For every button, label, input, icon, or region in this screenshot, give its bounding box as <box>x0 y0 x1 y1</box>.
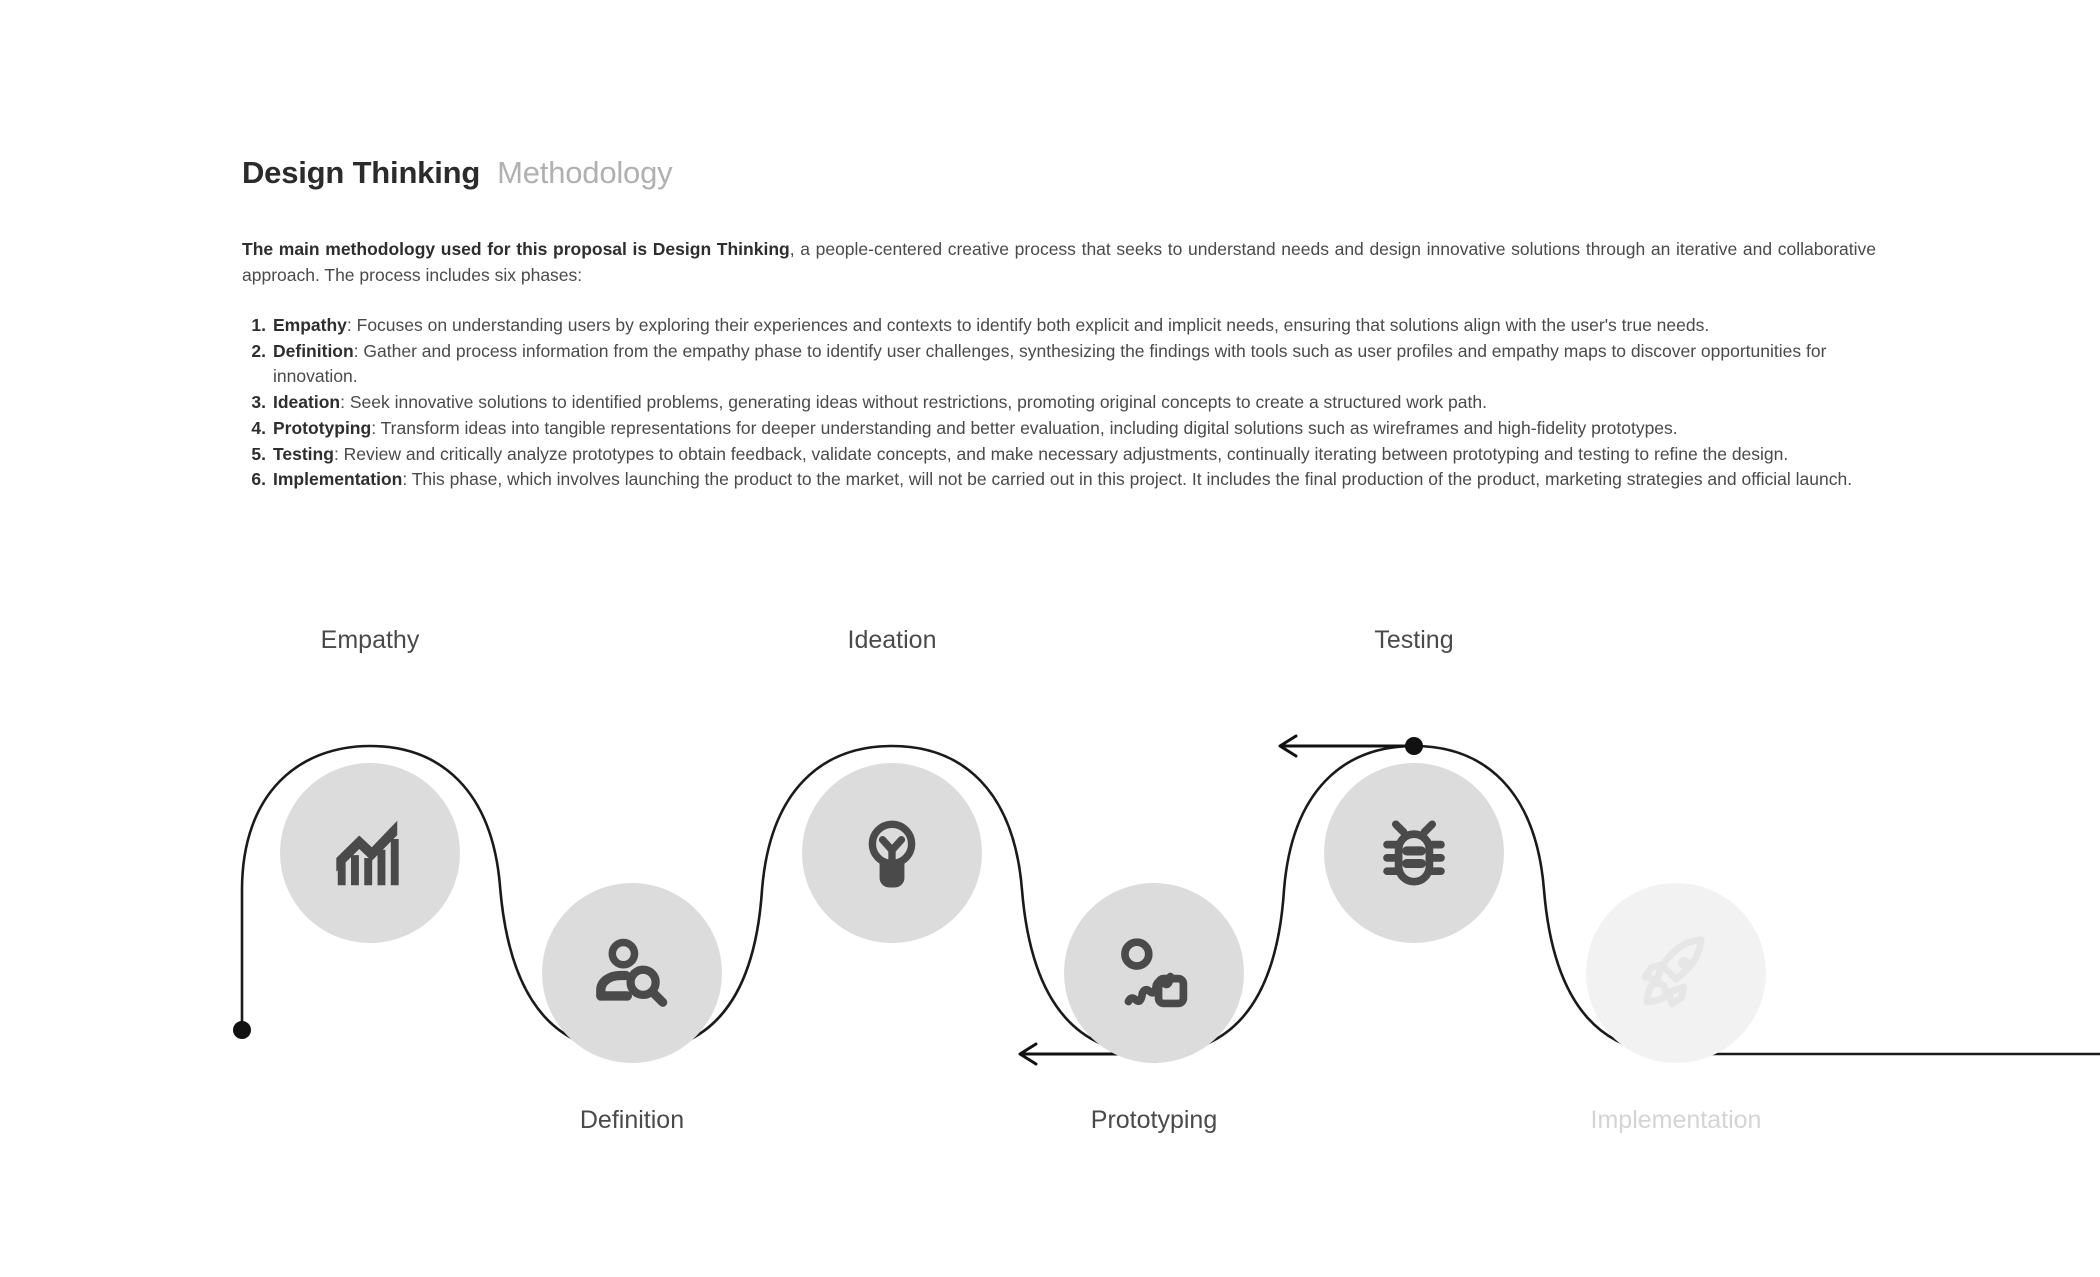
process-diagram <box>0 626 2100 1200</box>
phase-node-definition[interactable] <box>542 883 722 1063</box>
list-item <box>242 390 1876 416</box>
phase-label-definition: Definition <box>579 1106 685 1134</box>
intro-paragraph <box>242 237 1876 288</box>
phase-label-testing: Testing <box>1374 626 1454 654</box>
phase-node-implementation[interactable] <box>1586 883 1766 1063</box>
phase-name: Definition <box>273 340 354 361</box>
list-item <box>242 442 1876 468</box>
person-search-icon <box>589 930 675 1016</box>
phase-name: Ideation <box>273 392 341 413</box>
phase-description: : Seek innovative solutions to identified problems, generating ideas without restrictions, promoting original concepts to create a structured work path. <box>340 392 1487 413</box>
phase-description: : Gather and process information from the empathy phase to identify user challenges, synthesizing the findings with tools such as user profiles and empathy maps to discover opportunities for innovation. <box>273 340 1827 387</box>
phase-name: Testing <box>273 443 334 464</box>
testing-back-arrow <box>1280 736 1414 756</box>
phase-name: Empathy <box>273 315 347 335</box>
title-main: Design Thinking <box>242 155 481 190</box>
phase-node-testing[interactable] <box>1324 763 1504 943</box>
phase-node-empathy[interactable] <box>280 763 460 943</box>
list-item <box>242 416 1876 442</box>
phase-description: : This phase, which involves launching the product to the market, will not be carried out in this project. It includes the final production of the product, marketing strategies and official launch. <box>402 469 1853 490</box>
bar-chart-trend-icon <box>327 810 413 896</box>
phase-label-ideation: Ideation <box>847 626 937 654</box>
path-start-dot <box>233 1021 251 1039</box>
phase-label-implementation: Implementation <box>1590 1106 1762 1134</box>
bug-icon <box>1372 811 1456 895</box>
phase-node-ideation[interactable] <box>802 763 982 943</box>
phase-label-prototyping: Prototyping <box>1090 1106 1218 1134</box>
intro-lead: The main methodology used for this proposal is Design Thinking <box>242 239 790 259</box>
list-item <box>242 467 1876 493</box>
page-title <box>242 155 672 191</box>
phase-name: Implementation <box>273 469 403 490</box>
phase-node-prototyping[interactable] <box>1064 883 1244 1063</box>
phase-name: Prototyping <box>273 417 372 438</box>
intro-rest: , a people-centered creative process that seeks to understand needs and design innovative solutions through an iterative and collaborative approach. The process includes six phases: <box>242 239 1876 285</box>
phase-description: : Transform ideas into tangible representations for deeper understanding and better evaluation, including digital solutions such as wireframes and high-fidelity prototypes. <box>371 417 1678 438</box>
phase-description: : Focuses on understanding users by exploring their experiences and contexts to identify both explicit and implicit needs, ensuring that solutions align with the user's true needs. <box>346 315 1710 335</box>
list-item <box>242 313 1876 339</box>
phase-description: : Review and critically analyze prototypes to obtain feedback, validate concepts, and make necessary adjustments, continually iterating between prototyping and testing to refine the design. <box>333 443 1789 464</box>
phase-label-empathy: Empathy <box>320 626 420 654</box>
title-subtitle: Methodology <box>497 155 673 190</box>
rocket-icon <box>1633 930 1719 1016</box>
list-item <box>242 339 1876 390</box>
lightbulb-icon <box>850 811 934 895</box>
wireframe-flow-icon <box>1112 931 1196 1015</box>
phase-list <box>242 313 1876 493</box>
